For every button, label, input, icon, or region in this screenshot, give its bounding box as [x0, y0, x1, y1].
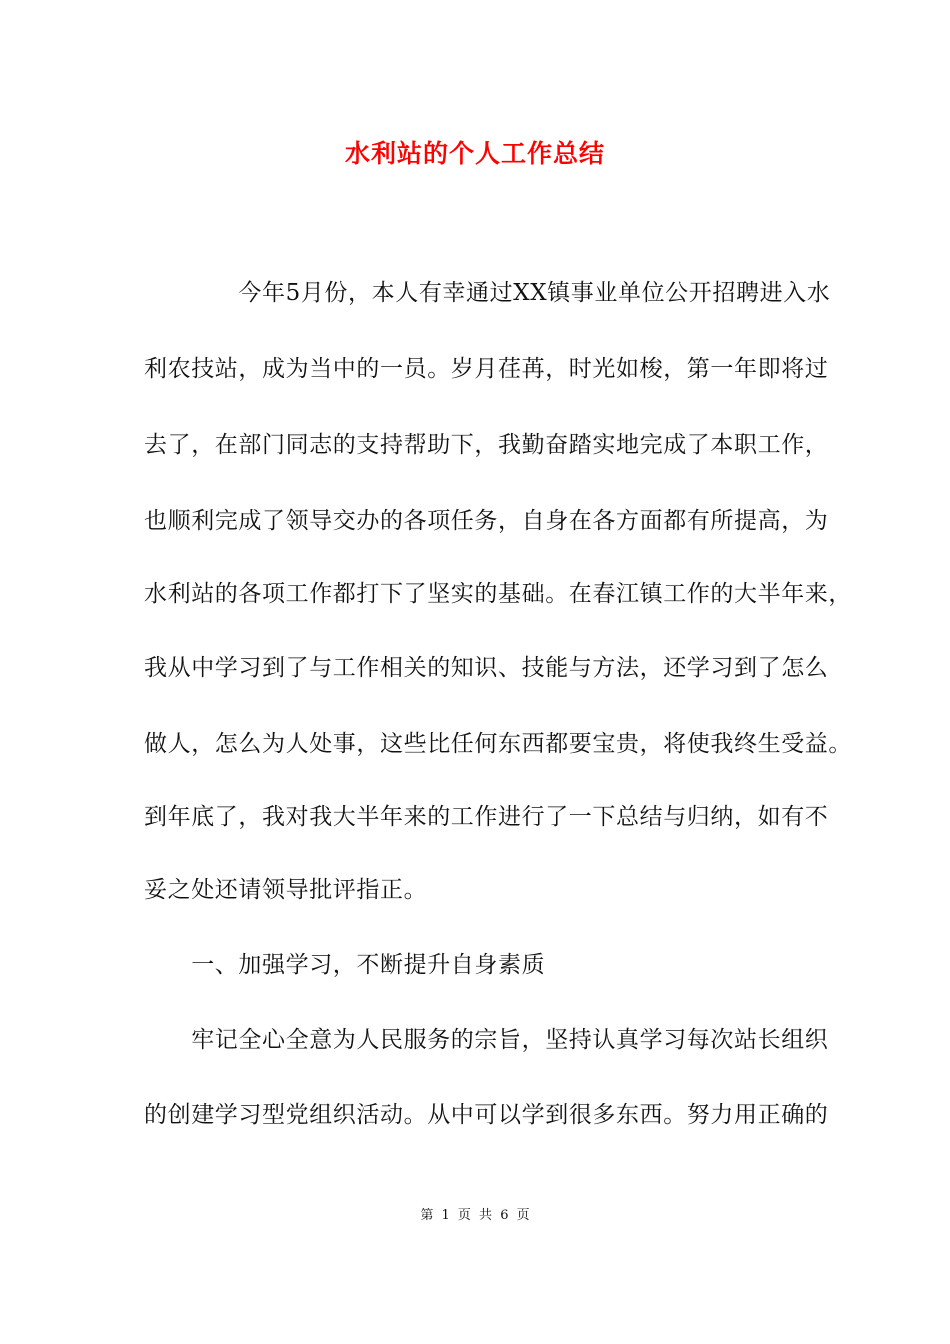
text-line: 到年底了，我对我大半年来的工作进行了一下总结与归纳，如有不: [144, 804, 829, 830]
text-line: 妥之处还请领导批评指正。: [144, 877, 428, 903]
text-line: 也顺利完成了领导交办的各项任务，自身在各方面都有所提高，为: [144, 508, 829, 534]
document-title: 水利站的个人工作总结: [344, 139, 605, 168]
text-line: 利农技站，成为当中的一员。岁月荏苒，时光如梭，第一年即将过: [144, 356, 829, 382]
text-line: 去了，在部门同志的支持帮助下，我勤奋踏实地完成了本职工作，: [144, 432, 829, 458]
section-heading: 一、加强学习，不断提升自身素质: [144, 952, 546, 978]
text-line: 牢记全心全意为人民服务的宗旨，坚持认真学习每次站长组织: [144, 1027, 829, 1053]
text-line: 我从中学习到了与工作相关的知识、技能与方法，还学习到了怎么: [144, 655, 829, 681]
text-line: 的创建学习型党组织活动。从中可以学到很多东西。努力用正确的: [144, 1102, 829, 1128]
text-line: 做人，怎么为人处事，这些比任何东西都要宝贵，将使我终生受益。: [144, 731, 852, 757]
page-indicator: 第 1 页 共 6 页: [420, 1208, 530, 1223]
text-line: 今年5月份，本人有幸通过XX镇事业单位公开招聘进入水: [144, 280, 831, 306]
text-line: 水利站的各项工作都打下了坚实的基础。在春江镇工作的大半年来，: [144, 581, 852, 607]
